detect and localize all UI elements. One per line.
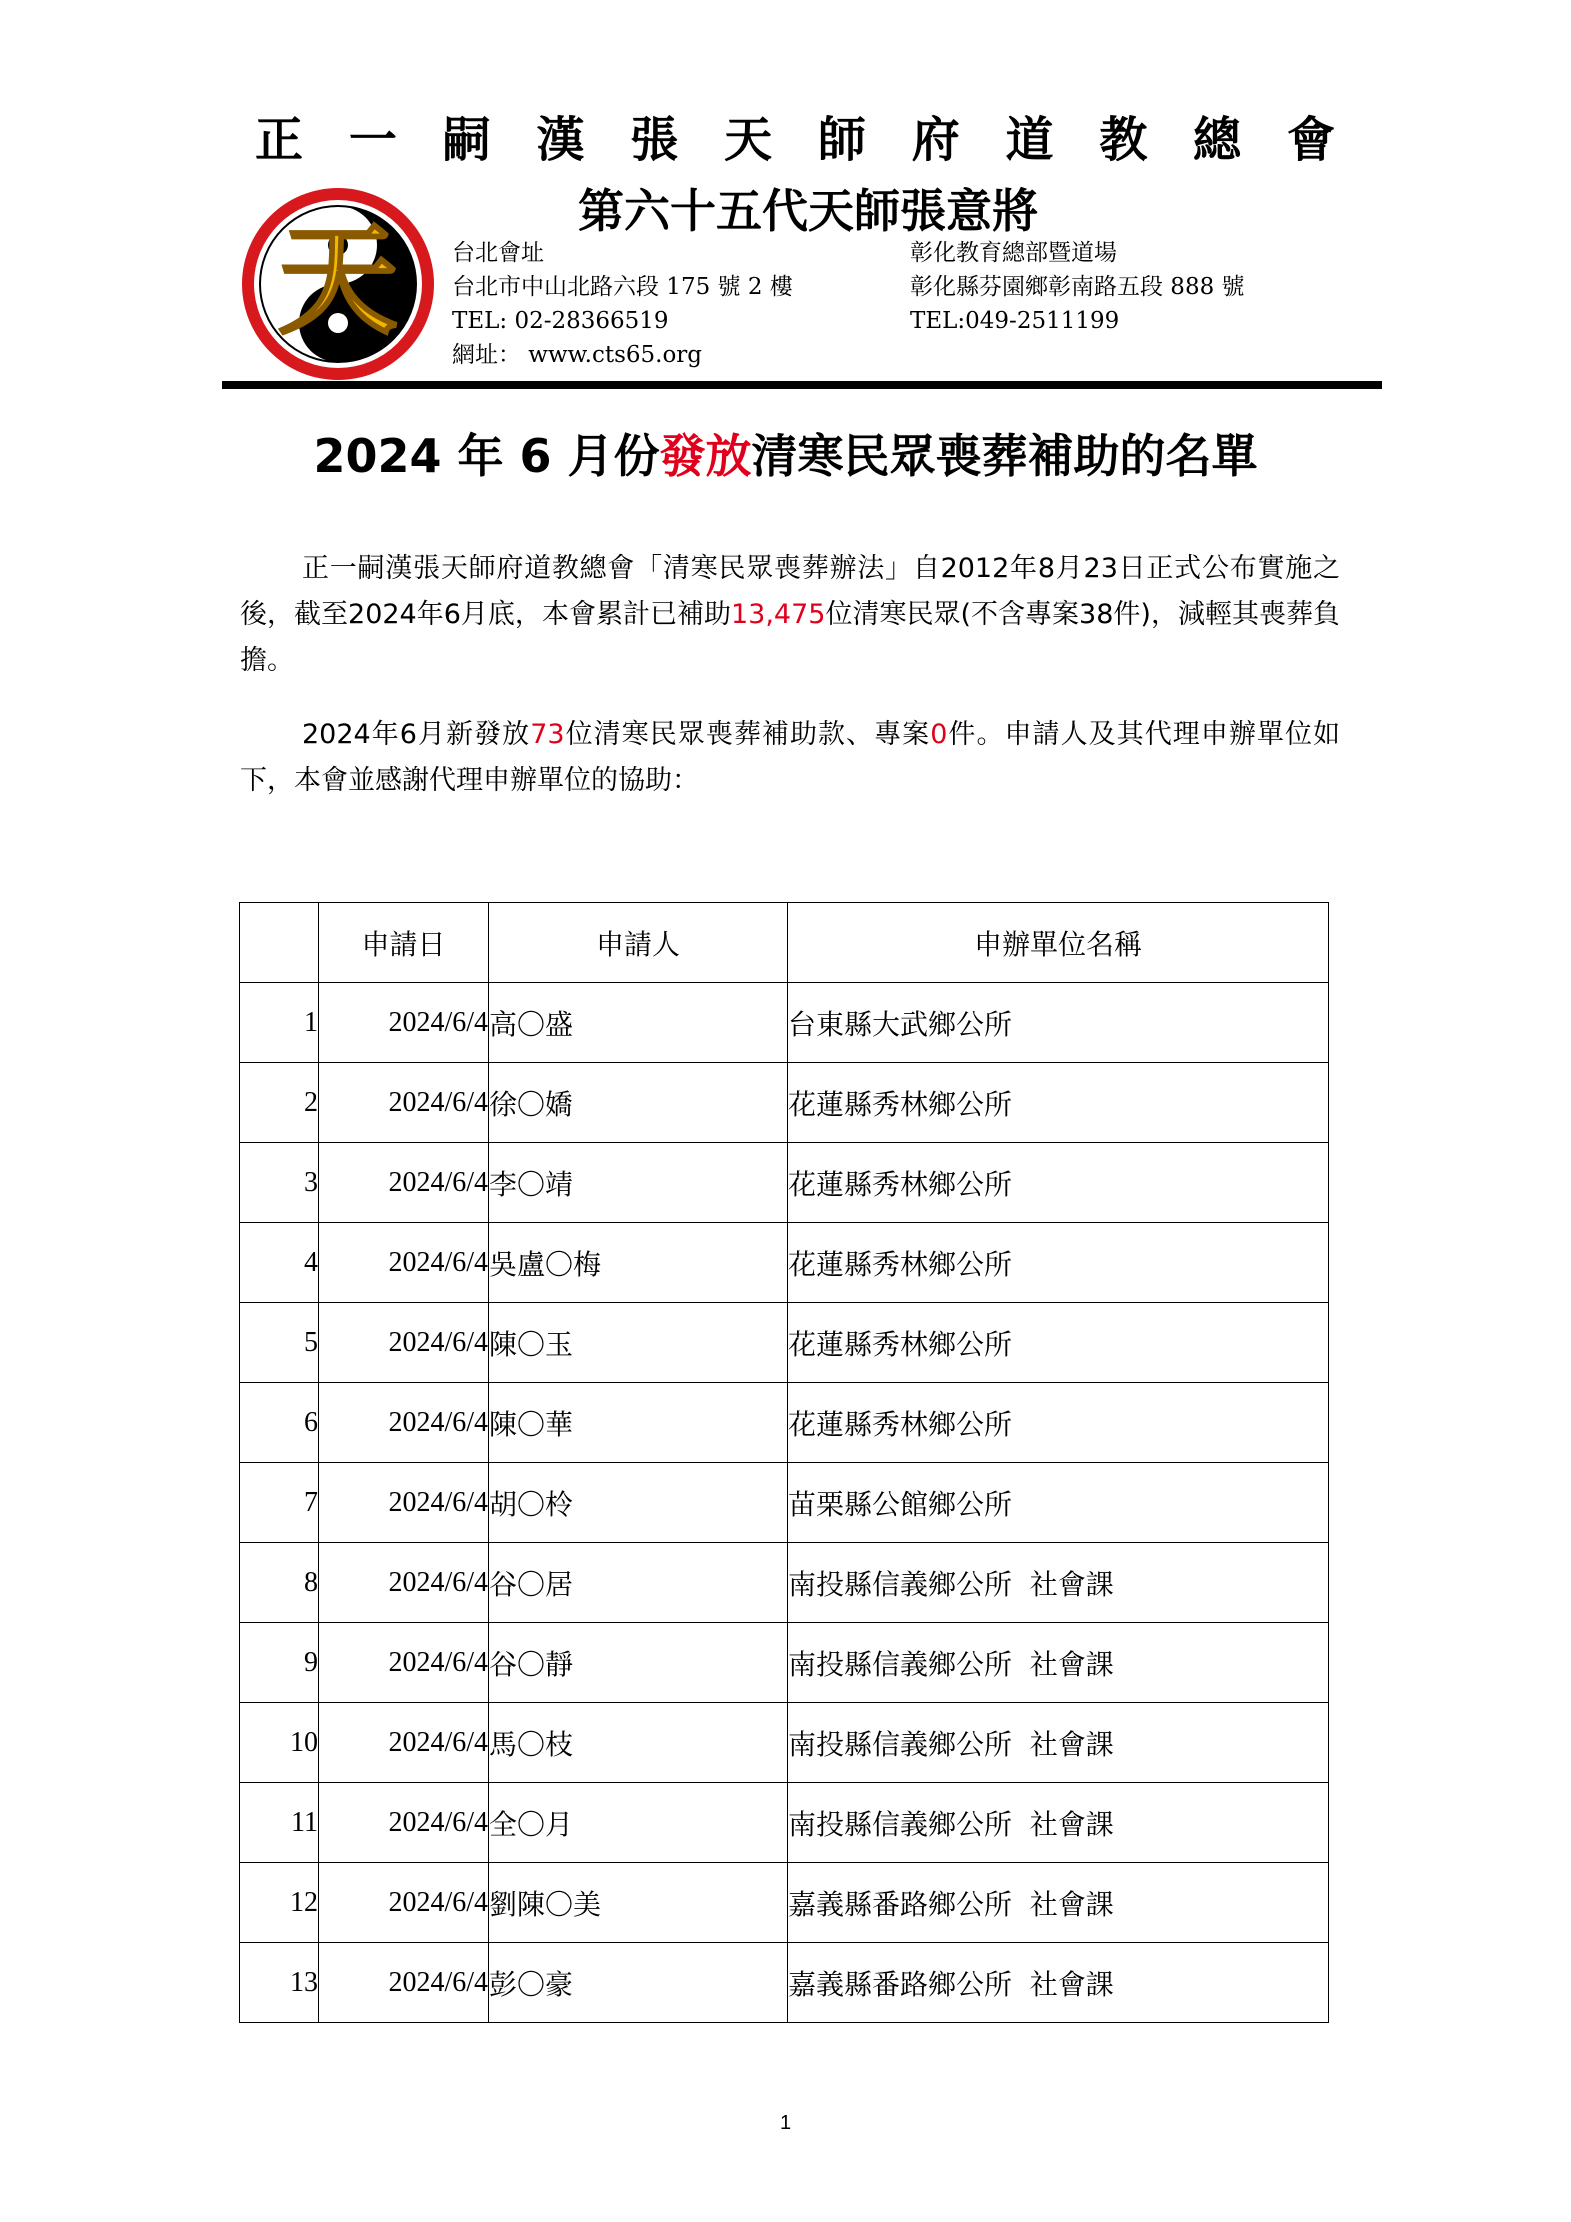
org-name-char: 總 xyxy=(1193,111,1242,168)
agency-name: 花蓮縣秀林鄉公所 xyxy=(788,1223,1329,1303)
changhua-address-block xyxy=(910,236,1245,338)
table-row xyxy=(240,1063,1329,1143)
col-header-date: 申請日 xyxy=(319,903,489,983)
col-header-applicant: 申請人 xyxy=(489,903,788,983)
agency-name: 嘉義縣番路鄉公所 社會課 xyxy=(788,1863,1329,1943)
application-date: 2024/6/4 xyxy=(319,1623,489,1703)
applicant-name: 李〇靖 xyxy=(489,1143,788,1223)
applicant-name: 馬〇枝 xyxy=(489,1703,788,1783)
document-title: 2024 年 6 月份發放清寒民眾喪葬補助的名單 xyxy=(313,429,1258,483)
agency-name: 花蓮縣秀林鄉公所 xyxy=(788,1303,1329,1383)
application-date: 2024/6/4 xyxy=(319,1943,489,2023)
applicant-name: 陳〇玉 xyxy=(489,1303,788,1383)
applicant-name: 劉陳〇美 xyxy=(489,1863,788,1943)
taipei-office-label: 台北會址 xyxy=(452,240,544,266)
org-name-char: 道 xyxy=(1005,111,1054,168)
header-divider xyxy=(222,381,1382,389)
table-row xyxy=(240,1623,1329,1703)
org-name-char: 教 xyxy=(1099,111,1148,168)
org-name-char: 正 xyxy=(255,111,304,168)
org-name-char: 嗣 xyxy=(442,111,491,168)
website: 網址： www.cts65.org xyxy=(452,342,703,368)
organization-name xyxy=(255,105,1335,168)
agency-name: 台東縣大武鄉公所 xyxy=(788,983,1329,1063)
org-name-char: 漢 xyxy=(536,111,585,168)
table-row xyxy=(240,1783,1329,1863)
application-date: 2024/6/4 xyxy=(319,1463,489,1543)
master-title: 第六十五代天師張意將 xyxy=(578,184,1038,238)
application-date: 2024/6/4 xyxy=(319,983,489,1063)
table-row xyxy=(240,1943,1329,2023)
application-date: 2024/6/4 xyxy=(319,1783,489,1863)
row-number: 4 xyxy=(240,1223,319,1303)
agency-name: 南投縣信義鄉公所 社會課 xyxy=(788,1543,1329,1623)
table-header-row xyxy=(240,903,1329,983)
table-row xyxy=(240,983,1329,1063)
table-row xyxy=(240,1703,1329,1783)
row-number: 3 xyxy=(240,1143,319,1223)
table-row xyxy=(240,1143,1329,1223)
row-number: 11 xyxy=(240,1783,319,1863)
total-assisted-count: 13,475 xyxy=(730,599,826,630)
row-number: 6 xyxy=(240,1383,319,1463)
taipei-address: 台北市中山北路六段 175 號 2 樓 xyxy=(452,274,793,300)
row-number: 12 xyxy=(240,1863,319,1943)
table-row xyxy=(240,1543,1329,1623)
org-name-char: 一 xyxy=(348,111,397,168)
table-row xyxy=(240,1463,1329,1543)
row-number: 1 xyxy=(240,983,319,1063)
agency-name: 南投縣信義鄉公所 社會課 xyxy=(788,1703,1329,1783)
application-date: 2024/6/4 xyxy=(319,1383,489,1463)
org-name-char: 府 xyxy=(911,111,960,168)
agency-name: 南投縣信義鄉公所 社會課 xyxy=(788,1623,1329,1703)
row-number: 9 xyxy=(240,1623,319,1703)
application-date: 2024/6/4 xyxy=(319,1223,489,1303)
application-date: 2024/6/4 xyxy=(319,1063,489,1143)
recipient-table xyxy=(239,902,1329,2023)
special-case-count: 0 xyxy=(930,719,948,750)
applicant-name: 吳盧〇梅 xyxy=(489,1223,788,1303)
col-header-unit: 申辦單位名稱 xyxy=(788,903,1329,983)
agency-name: 花蓮縣秀林鄉公所 xyxy=(788,1143,1329,1223)
applicant-name: 胡〇柃 xyxy=(489,1463,788,1543)
taiji-logo xyxy=(238,184,438,384)
org-name-char: 師 xyxy=(817,111,866,168)
application-date: 2024/6/4 xyxy=(319,1543,489,1623)
monthly-paragraph: 2024年6月新發放73位清寒民眾喪葬補助款、專案0件。申請人及其代理申辦單位如下，本會並感謝代理申辦單位的協助： xyxy=(240,719,1340,796)
applicant-name: 高〇盛 xyxy=(489,983,788,1063)
applicant-name: 谷〇靜 xyxy=(489,1623,788,1703)
changhua-office-label: 彰化教育總部暨道場 xyxy=(910,240,1117,266)
application-date: 2024/6/4 xyxy=(319,1143,489,1223)
page-number: 1 xyxy=(779,2112,792,2134)
col-header-number xyxy=(240,903,319,983)
org-name-char: 會 xyxy=(1286,111,1335,168)
applicant-name: 谷〇居 xyxy=(489,1543,788,1623)
agency-name: 南投縣信義鄉公所 社會課 xyxy=(788,1783,1329,1863)
taipei-address-block xyxy=(452,236,793,372)
table-row xyxy=(240,1303,1329,1383)
agency-name: 苗栗縣公館鄉公所 xyxy=(788,1463,1329,1543)
intro-paragraph: 正一嗣漢張天師府道教總會「清寒民眾喪葬辦法」自2012年8月23日正式公布實施之後，截至2024年6月底，本會累計已補助13,475位清寒民眾(不含專案38件)，減輕其喪葬負擔。 xyxy=(240,553,1340,676)
title-highlight: 發放 xyxy=(659,429,752,483)
table-row xyxy=(240,1383,1329,1463)
row-number: 5 xyxy=(240,1303,319,1383)
table-row xyxy=(240,1863,1329,1943)
row-number: 7 xyxy=(240,1463,319,1543)
logo-character: 天 xyxy=(278,210,398,351)
application-date: 2024/6/4 xyxy=(319,1863,489,1943)
row-number: 13 xyxy=(240,1943,319,2023)
applicant-name: 全〇月 xyxy=(489,1783,788,1863)
table-row xyxy=(240,1223,1329,1303)
application-date: 2024/6/4 xyxy=(319,1703,489,1783)
row-number: 10 xyxy=(240,1703,319,1783)
row-number: 2 xyxy=(240,1063,319,1143)
agency-name: 花蓮縣秀林鄉公所 xyxy=(788,1063,1329,1143)
row-number: 8 xyxy=(240,1543,319,1623)
org-name-char: 張 xyxy=(630,111,679,168)
applicant-name: 彭〇豪 xyxy=(489,1943,788,2023)
agency-name: 花蓮縣秀林鄉公所 xyxy=(788,1383,1329,1463)
applicant-name: 陳〇華 xyxy=(489,1383,788,1463)
taipei-phone: TEL: 02-28366519 xyxy=(452,308,669,334)
application-date: 2024/6/4 xyxy=(319,1303,489,1383)
monthly-count: 73 xyxy=(530,719,565,750)
changhua-address: 彰化縣芬園鄉彰南路五段 888 號 xyxy=(910,274,1245,300)
org-name-char: 天 xyxy=(724,111,773,168)
changhua-phone: TEL:049-2511199 xyxy=(910,308,1120,334)
agency-name: 嘉義縣番路鄉公所 社會課 xyxy=(788,1943,1329,2023)
applicant-name: 徐〇嬌 xyxy=(489,1063,788,1143)
